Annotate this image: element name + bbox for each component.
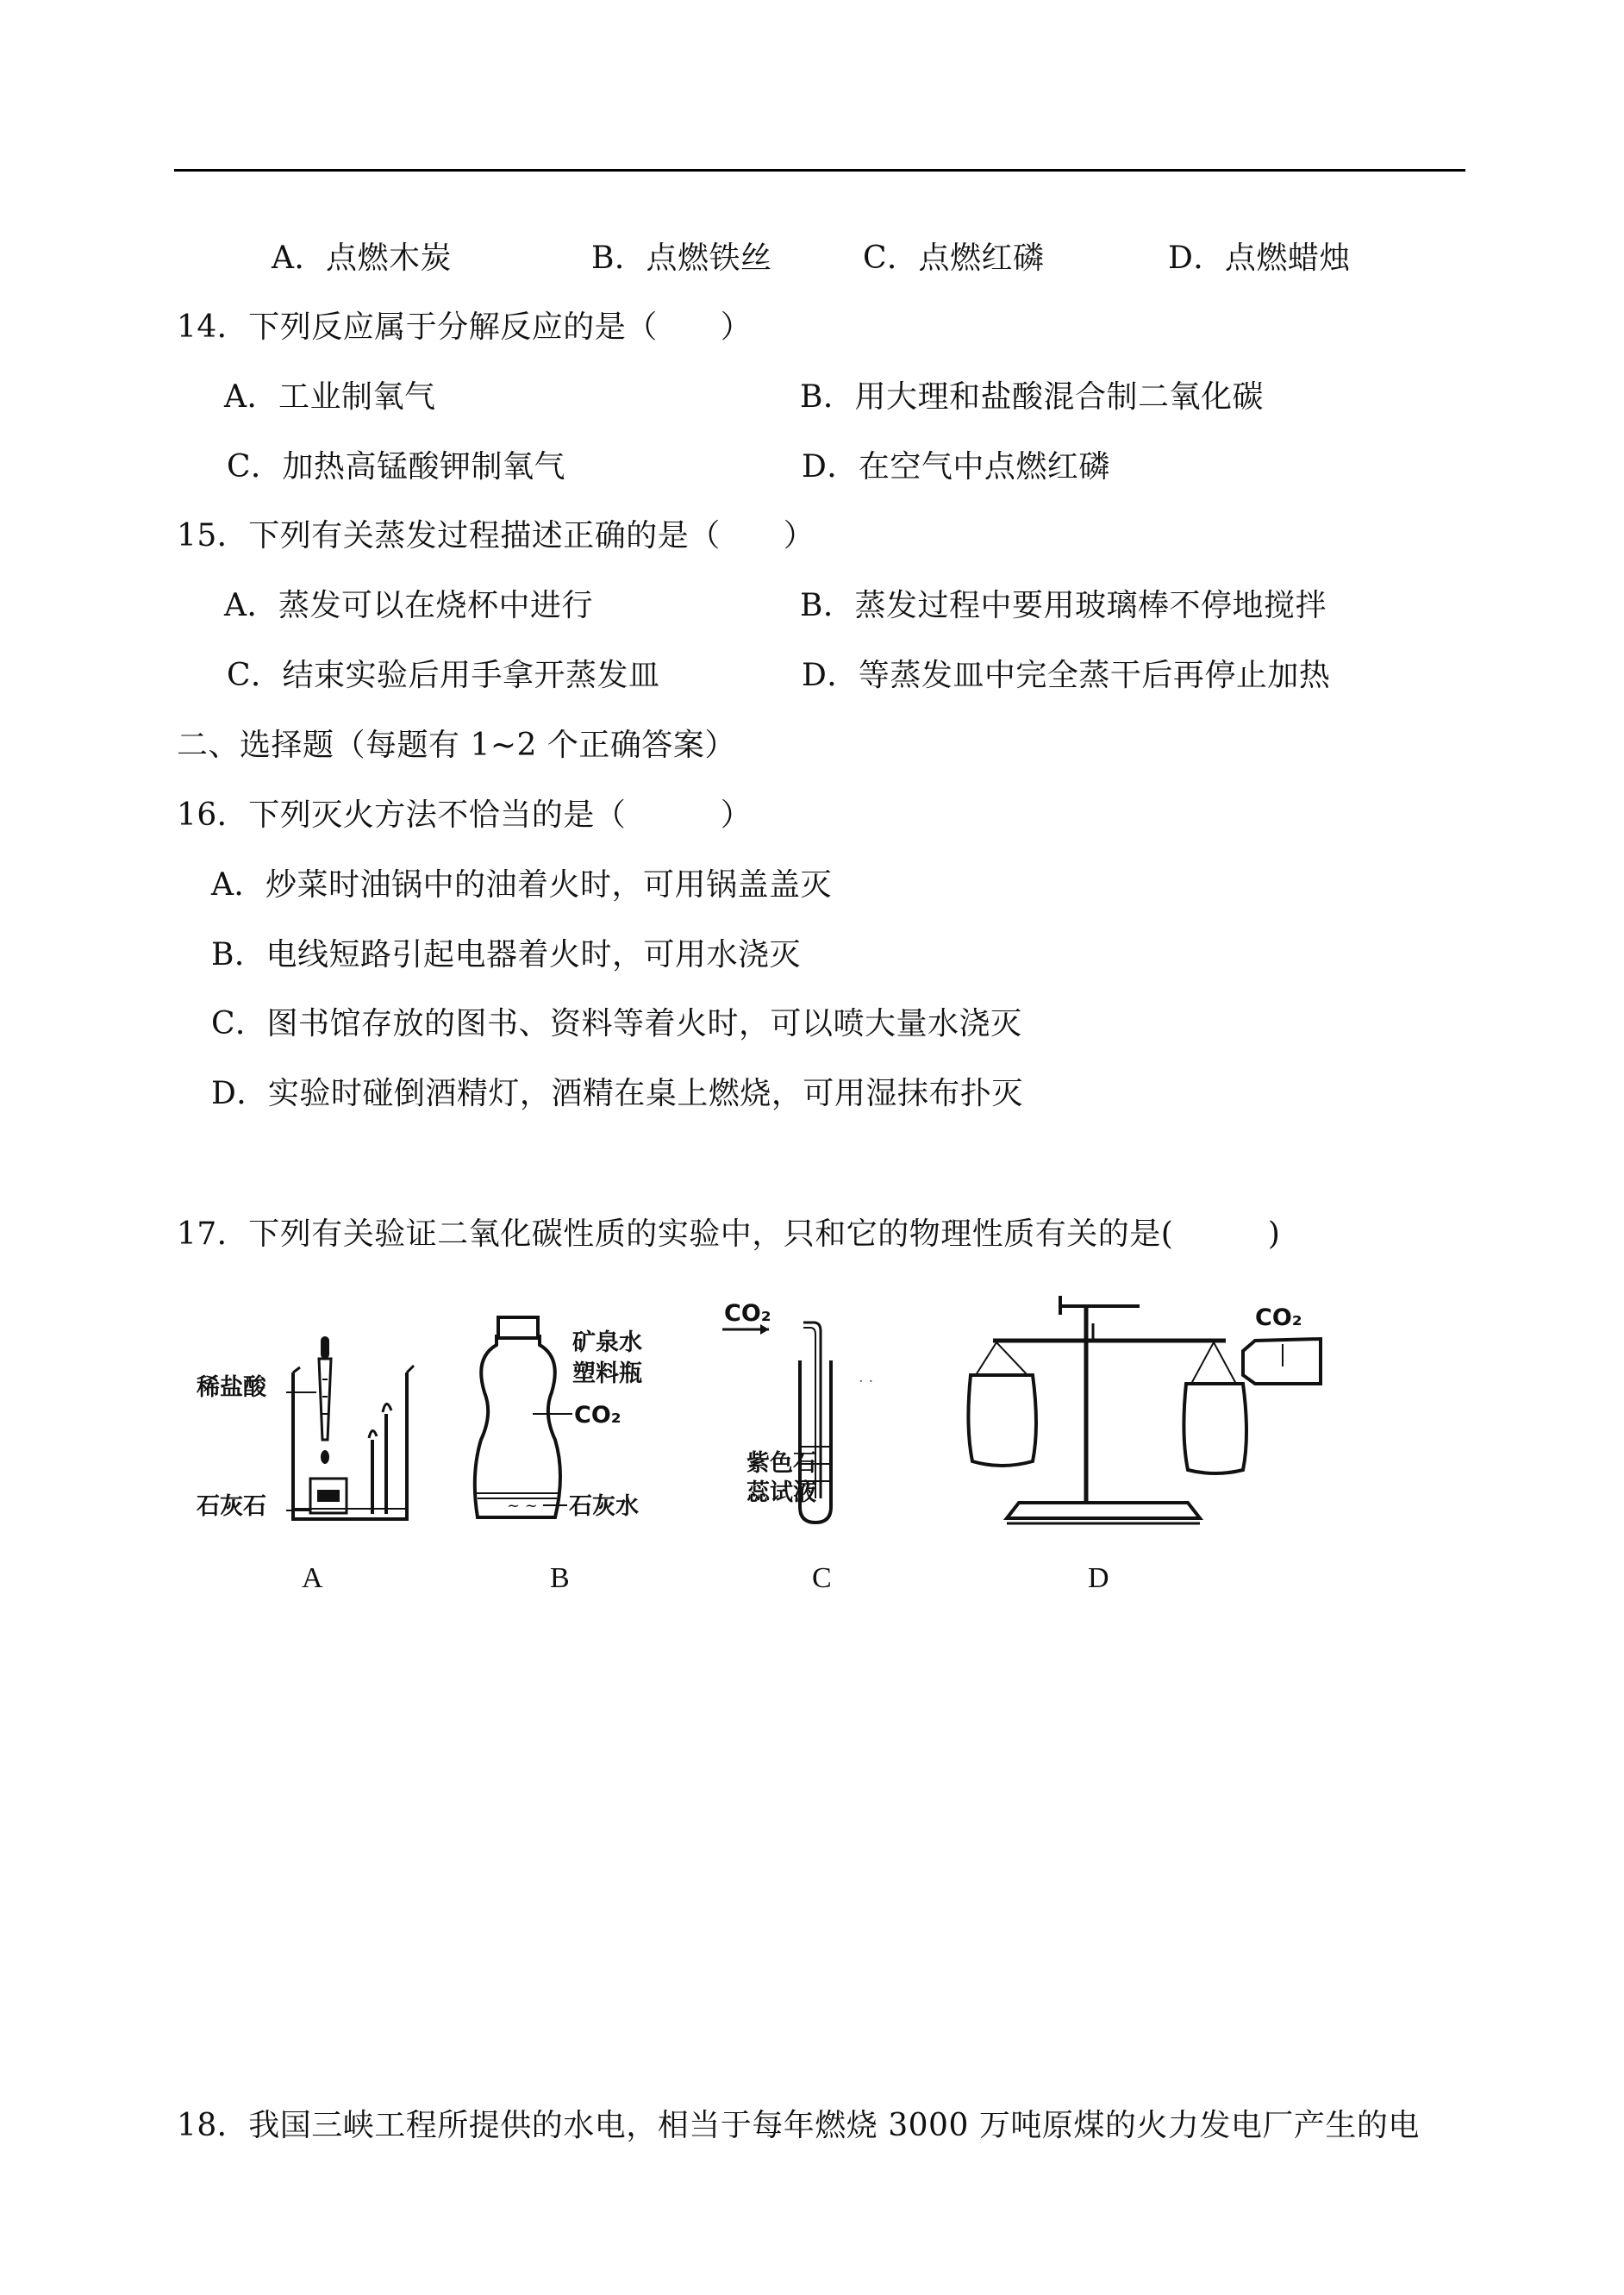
q16-option-b: B．电线短路引起电器着火时，可用水浇灭 xyxy=(211,937,801,972)
figure-b-caption: B xyxy=(550,1562,570,1594)
q15-option-a: A．蒸发可以在烧杯中进行 xyxy=(224,588,593,623)
figure-a-caption: A xyxy=(302,1562,323,1594)
q15-option-c: C．结束实验后用手拿开蒸发皿 xyxy=(227,658,660,693)
q16-option-d: D．实验时碰倒酒精灯，酒精在桌上燃烧，可用湿抹布扑灭 xyxy=(211,1076,1023,1111)
label-mineral-water: 矿泉水 xyxy=(572,1329,642,1356)
label-co2-c: CO₂ xyxy=(724,1300,771,1327)
figure-c-test-tube xyxy=(721,1291,936,1533)
q14-option-a: A．工业制氧气 xyxy=(224,379,436,415)
q15-option-d: D．等蒸发皿中完全蒸干后再停止加热 xyxy=(802,658,1331,693)
label-dilute-hcl: 稀盐酸 xyxy=(197,1374,266,1401)
q15-stem: 15．下列有关蒸发过程描述正确的是（ ） xyxy=(177,518,815,553)
figure-d-caption: D xyxy=(1088,1562,1109,1594)
figure-c-caption: C xyxy=(812,1562,832,1594)
svg-text:· ·: · · xyxy=(859,1373,874,1391)
header-rule xyxy=(174,169,1465,172)
q13-option-a: A．点燃木炭 xyxy=(272,241,452,276)
q16-option-c: C．图书馆存放的图书、资料等着火时，可以喷大量水浇灭 xyxy=(211,1006,1022,1041)
q13-option-d: D．点燃蜡烛 xyxy=(1168,241,1351,276)
q18-stem: 18．我国三峡工程所提供的水电，相当于每年燃烧 3000 万吨原煤的火力发电厂产生的电 xyxy=(177,2108,1420,2143)
q14-option-c: C．加热高锰酸钾制氧气 xyxy=(227,449,566,485)
label-co2-b: CO₂ xyxy=(574,1402,621,1429)
label-plastic-bottle: 塑料瓶 xyxy=(572,1360,642,1387)
figure-b-bottle xyxy=(465,1310,672,1530)
label-limewater: 石灰水 xyxy=(569,1493,639,1520)
label-limestone: 石灰石 xyxy=(197,1493,266,1520)
figure-a-beaker xyxy=(191,1310,441,1526)
q14-option-b: B．用大理和盐酸混合制二氧化碳 xyxy=(800,379,1264,415)
label-litmus-2: 蕊试液 xyxy=(746,1479,816,1506)
svg-text:~ ~: ~ ~ xyxy=(507,1497,538,1515)
q14-stem: 14．下列反应属于分解反应的是（ ） xyxy=(177,310,753,345)
q15-option-b: B．蒸发过程中要用玻璃棒不停地搅拌 xyxy=(800,588,1327,623)
figure-d-balance xyxy=(959,1289,1338,1530)
q13-option-c: C．点燃红磷 xyxy=(863,241,1045,276)
q17-stem: 17．下列有关验证二氧化碳性质的实验中，只和它的物理性质有关的是( ) xyxy=(177,1216,1281,1252)
q16-option-a: A．炒菜时油锅中的油着火时，可用锅盖盖灭 xyxy=(211,867,832,903)
section-heading: 二、选择题（每题有 1~2 个正确答案） xyxy=(177,728,736,763)
label-litmus-1: 紫色石 xyxy=(746,1450,816,1477)
label-co2-d: CO₂ xyxy=(1255,1304,1302,1331)
q14-option-d: D．在空气中点燃红磷 xyxy=(802,449,1110,485)
q13-option-b: B．点燃铁丝 xyxy=(591,241,772,276)
q16-stem: 16．下列灭火方法不恰当的是（ ） xyxy=(177,797,753,833)
